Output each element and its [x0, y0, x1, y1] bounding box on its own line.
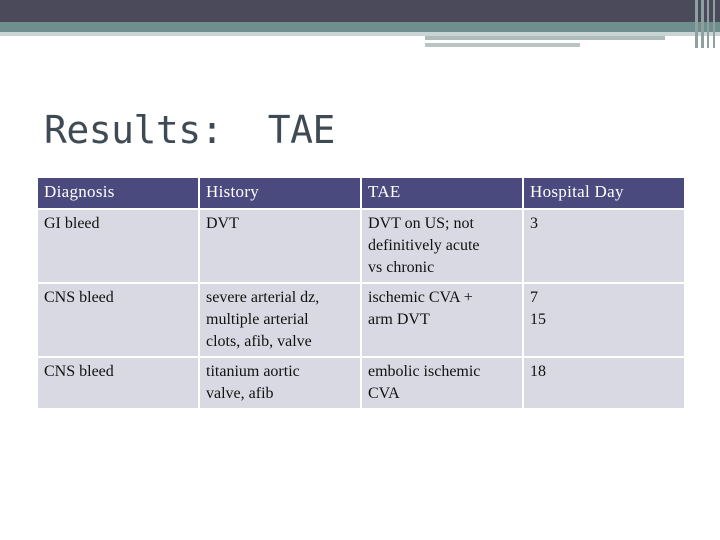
- header-vertical-bar: [713, 0, 715, 48]
- cell-tae: ischemic CVA + arm DVT: [361, 283, 523, 357]
- column-header-hospital-day: Hospital Day: [523, 177, 685, 209]
- cell-history: titanium aortic valve, afib: [199, 357, 361, 409]
- column-header-diagnosis: Diagnosis: [37, 177, 199, 209]
- cell-hospital-day: 3: [523, 209, 685, 283]
- cell-diagnosis: GI bleed: [37, 209, 199, 283]
- table-row: [37, 357, 685, 409]
- header-vertical-bar: [701, 0, 704, 48]
- cell-hospital-day: 7 15: [523, 283, 685, 357]
- header-vertical-bar: [695, 0, 698, 48]
- cell-hospital-day: 18: [523, 357, 685, 409]
- table-header-row: [37, 177, 685, 209]
- column-header-history: History: [199, 177, 361, 209]
- cell-tae: embolic ischemic CVA: [361, 357, 523, 409]
- cell-history: severe arterial dz, multiple arterial clots, afib, valve: [199, 283, 361, 357]
- header-band-dark: [0, 0, 720, 22]
- header-accent-line: [425, 36, 665, 40]
- results-table: [36, 176, 686, 410]
- cell-history: DVT: [199, 209, 361, 283]
- header-vertical-bar: [707, 0, 709, 48]
- header-accent-line-short: [425, 43, 580, 47]
- cell-tae: DVT on US; not definitively acute vs chronic: [361, 209, 523, 283]
- cell-diagnosis: CNS bleed: [37, 283, 199, 357]
- column-header-tae: TAE: [361, 177, 523, 209]
- cell-diagnosis: CNS bleed: [37, 357, 199, 409]
- slide-title: Results: TAE: [44, 108, 335, 152]
- table-row: [37, 209, 685, 283]
- header-band-teal: [0, 22, 720, 32]
- table-row: [37, 283, 685, 357]
